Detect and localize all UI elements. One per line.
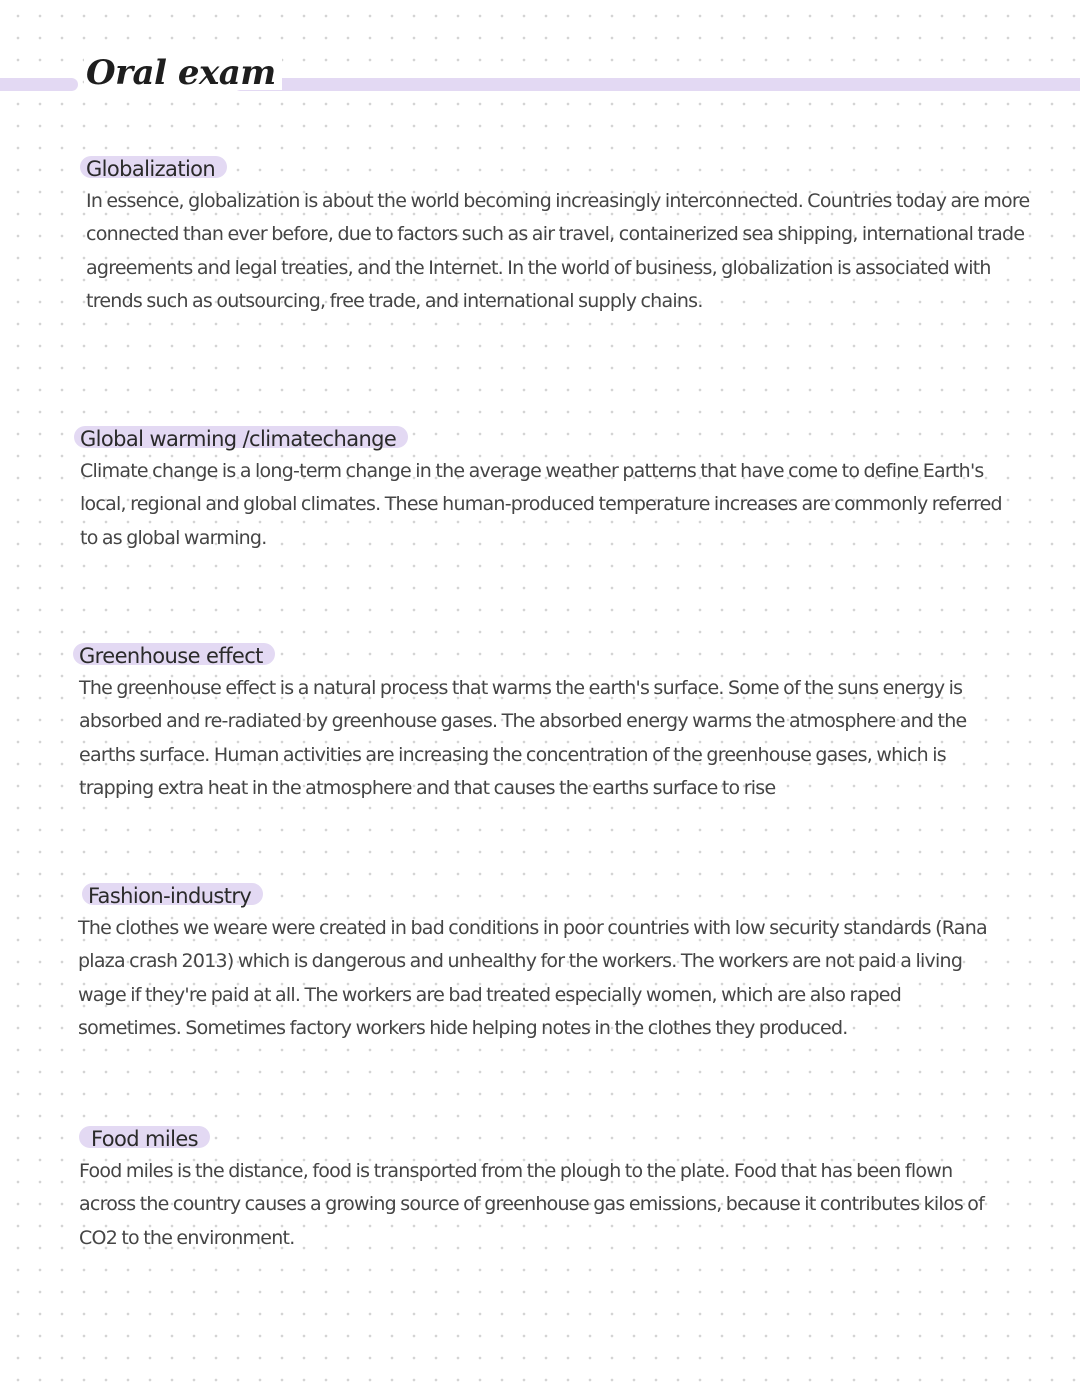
section-heading: Food miles <box>79 1126 210 1148</box>
body-line: CO2 to the environment. <box>79 1226 295 1249</box>
body-line: trends such as outsourcing, free trade, and international supply chains. <box>86 289 703 312</box>
section-heading: Fashion-industry <box>82 883 263 905</box>
section-heading: Global warming /climatechange <box>74 426 408 448</box>
section-body <box>86 185 1030 318</box>
section-body <box>79 672 979 805</box>
body-line: trapping extra heat in the atmosphere and that causes the earths surface to rise <box>79 776 776 799</box>
title-decoration-left <box>0 78 78 91</box>
body-line: wage if they're paid at all. The workers are bad treated especially women, which are also raped <box>78 983 902 1006</box>
section-body <box>79 1155 985 1255</box>
body-line: agreements and legal treaties, and the Internet. In the world of business, globalization is associated with <box>86 256 991 279</box>
section-greenhouse-effect <box>79 643 979 805</box>
body-line: The clothes we weare were created in bad conditions in poor countries with low security standards (Rana <box>78 917 987 939</box>
body-line: connected than ever before, due to factors such as air travel, containerized sea shipping, international trade <box>86 223 1025 246</box>
section-heading: Greenhouse effect <box>73 643 275 665</box>
section-heading: Globalization <box>80 156 227 178</box>
body-line: Climate change is a long-term change in the average weather patterns that have come to define Earth's <box>80 460 984 482</box>
title-decoration-right <box>234 78 1080 91</box>
section-fashion-industry <box>78 883 987 1045</box>
body-line: Food miles is the distance, food is transported from the plough to the plate. Food that has been flown <box>79 1160 953 1182</box>
section-body <box>80 455 1002 555</box>
body-line: earths surface. Human activities are increasing the concentration of the greenhouse gases, which is <box>79 743 946 766</box>
section-body <box>78 912 987 1045</box>
body-line: across the country causes a growing source of greenhouse gas emissions, because it contributes kilos of <box>79 1193 985 1216</box>
page-title: Oral exam <box>84 56 282 90</box>
section-globalization <box>86 156 1030 318</box>
body-line: plaza crash 2013) which is dangerous and unhealthy for the workers. The workers are not paid a living <box>78 950 963 973</box>
section-global-warming <box>80 426 1002 555</box>
body-line: In essence, globalization is about the world becoming increasingly interconnected. Countries today are more <box>86 190 1030 212</box>
body-line: local, regional and global climates. These human-produced temperature increases are commonly referred <box>80 493 1002 516</box>
section-food-miles <box>79 1126 985 1255</box>
body-line: to as global warming. <box>80 526 267 549</box>
body-line: The greenhouse effect is a natural process that warms the earth's surface. Some of the suns energy is <box>79 677 963 699</box>
body-line: sometimes. Sometimes factory workers hide helping notes in the clothes they produced. <box>78 1016 848 1039</box>
body-line: absorbed and re-radiated by greenhouse gases. The absorbed energy warms the atmosphere and the <box>79 710 967 733</box>
